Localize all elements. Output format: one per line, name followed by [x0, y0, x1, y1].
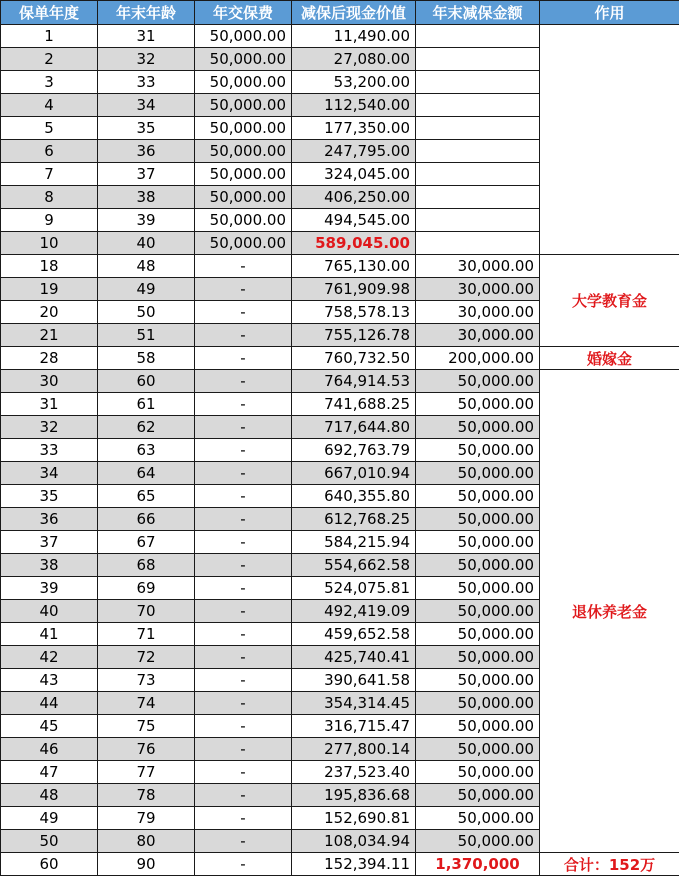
cell-policy-year: 48: [1, 784, 98, 807]
cell-policy-year: 32: [1, 416, 98, 439]
cell-cash-value: 492,419.09: [292, 600, 416, 623]
cell-annual-premium: -: [195, 554, 292, 577]
cell-annual-premium: -: [195, 784, 292, 807]
cell-policy-year: 35: [1, 485, 98, 508]
cell-cash-value: 324,045.00: [292, 163, 416, 186]
cell-policy-year: 42: [1, 646, 98, 669]
cell-withdrawal: 50,000.00: [416, 508, 540, 531]
cell-age: 62: [98, 416, 195, 439]
cell-cash-value: 152,690.81: [292, 807, 416, 830]
cell-policy-year: 41: [1, 623, 98, 646]
cell-cash-value: 108,034.94: [292, 830, 416, 853]
cell-cash-value: 692,763.79: [292, 439, 416, 462]
cell-cash-value: 524,075.81: [292, 577, 416, 600]
cell-withdrawal: [416, 163, 540, 186]
cell-annual-premium: -: [195, 807, 292, 830]
cell-age: 50: [98, 301, 195, 324]
header-row: [1, 1, 679, 25]
cell-age: 64: [98, 462, 195, 485]
cell-policy-year: 3: [1, 71, 98, 94]
cell-withdrawal: 50,000.00: [416, 623, 540, 646]
cell-annual-premium: -: [195, 347, 292, 370]
cell-annual-premium: -: [195, 715, 292, 738]
cell-withdrawal: 50,000.00: [416, 738, 540, 761]
cell-age: 66: [98, 508, 195, 531]
cell-withdrawal: 50,000.00: [416, 439, 540, 462]
cell-policy-year: 46: [1, 738, 98, 761]
cell-cash-value: 247,795.00: [292, 140, 416, 163]
cell-policy-year: 8: [1, 186, 98, 209]
cell-annual-premium: -: [195, 738, 292, 761]
cell-age: 73: [98, 669, 195, 692]
cell-withdrawal: 50,000.00: [416, 600, 540, 623]
cell-policy-year: 50: [1, 830, 98, 853]
cell-withdrawal: 50,000.00: [416, 830, 540, 853]
cell-annual-premium: -: [195, 393, 292, 416]
cell-withdrawal: 50,000.00: [416, 692, 540, 715]
cell-annual-premium: -: [195, 853, 292, 876]
cell-cash-value: 237,523.40: [292, 761, 416, 784]
cell-age: 75: [98, 715, 195, 738]
cell-age: 48: [98, 255, 195, 278]
col-header-cash-value: 减保后现金价值: [292, 1, 416, 25]
table-row: [1, 853, 679, 876]
cell-cash-value: 612,768.25: [292, 508, 416, 531]
cell-age: 78: [98, 784, 195, 807]
cell-policy-year: 44: [1, 692, 98, 715]
cell-policy-year: 33: [1, 439, 98, 462]
cell-withdrawal: 1,370,000: [416, 853, 540, 876]
cell-withdrawal: [416, 71, 540, 94]
cell-withdrawal: 50,000.00: [416, 416, 540, 439]
cell-age: 34: [98, 94, 195, 117]
table-row: [1, 25, 679, 48]
cell-annual-premium: 50,000.00: [195, 209, 292, 232]
cell-cash-value: 554,662.58: [292, 554, 416, 577]
cell-withdrawal: 30,000.00: [416, 255, 540, 278]
cell-cash-value: 195,836.68: [292, 784, 416, 807]
cell-age: 71: [98, 623, 195, 646]
cell-withdrawal: [416, 232, 540, 255]
cell-withdrawal: 50,000.00: [416, 485, 540, 508]
cell-annual-premium: -: [195, 278, 292, 301]
cell-age: 67: [98, 531, 195, 554]
cell-age: 74: [98, 692, 195, 715]
cell-age: 70: [98, 600, 195, 623]
cell-policy-year: 2: [1, 48, 98, 71]
cell-age: 80: [98, 830, 195, 853]
cell-policy-year: 30: [1, 370, 98, 393]
cell-annual-premium: -: [195, 531, 292, 554]
cell-annual-premium: 50,000.00: [195, 163, 292, 186]
cell-age: 31: [98, 25, 195, 48]
cell-annual-premium: -: [195, 623, 292, 646]
cell-age: 51: [98, 324, 195, 347]
cell-annual-premium: 50,000.00: [195, 140, 292, 163]
cell-annual-premium: -: [195, 577, 292, 600]
cell-policy-year: 45: [1, 715, 98, 738]
cell-cash-value: 177,350.00: [292, 117, 416, 140]
cell-policy-year: 37: [1, 531, 98, 554]
cell-policy-year: 6: [1, 140, 98, 163]
cell-annual-premium: -: [195, 669, 292, 692]
cell-age: 77: [98, 761, 195, 784]
cell-cash-value: 741,688.25: [292, 393, 416, 416]
cell-cash-value: 760,732.50: [292, 347, 416, 370]
table-row: [1, 370, 679, 393]
cell-policy-year: 1: [1, 25, 98, 48]
cell-policy-year: 60: [1, 853, 98, 876]
cell-withdrawal: 50,000.00: [416, 784, 540, 807]
cell-age: 60: [98, 370, 195, 393]
cell-annual-premium: -: [195, 370, 292, 393]
cell-withdrawal: 50,000.00: [416, 761, 540, 784]
cell-age: 79: [98, 807, 195, 830]
col-header-purpose: 作用: [540, 1, 679, 25]
cell-policy-year: 5: [1, 117, 98, 140]
cell-withdrawal: 50,000.00: [416, 646, 540, 669]
cell-annual-premium: -: [195, 485, 292, 508]
cell-withdrawal: 50,000.00: [416, 462, 540, 485]
cell-withdrawal: 30,000.00: [416, 278, 540, 301]
cell-withdrawal: 50,000.00: [416, 715, 540, 738]
cell-age: 38: [98, 186, 195, 209]
cell-annual-premium: 50,000.00: [195, 186, 292, 209]
cell-cash-value: 761,909.98: [292, 278, 416, 301]
cell-cash-value: 354,314.45: [292, 692, 416, 715]
cell-cash-value: 765,130.00: [292, 255, 416, 278]
cell-withdrawal: 50,000.00: [416, 554, 540, 577]
cell-annual-premium: -: [195, 646, 292, 669]
cell-annual-premium: 50,000.00: [195, 117, 292, 140]
cell-policy-year: 47: [1, 761, 98, 784]
cell-annual-premium: 50,000.00: [195, 232, 292, 255]
cell-withdrawal: [416, 117, 540, 140]
cell-cash-value: 640,355.80: [292, 485, 416, 508]
cell-policy-year: 34: [1, 462, 98, 485]
cell-purpose: 退休养老金: [540, 370, 679, 853]
cell-withdrawal: 30,000.00: [416, 324, 540, 347]
cell-annual-premium: 50,000.00: [195, 25, 292, 48]
cell-annual-premium: 50,000.00: [195, 71, 292, 94]
cell-annual-premium: -: [195, 761, 292, 784]
cell-cash-value: 112,540.00: [292, 94, 416, 117]
cell-cash-value: 277,800.14: [292, 738, 416, 761]
cell-age: 37: [98, 163, 195, 186]
table-row: [1, 347, 679, 370]
cell-cash-value: 152,394.11: [292, 853, 416, 876]
col-header-annual-premium: 年交保费: [195, 1, 292, 25]
cell-withdrawal: 50,000.00: [416, 370, 540, 393]
cell-purpose: 大学教育金: [540, 255, 679, 347]
cell-cash-value: 316,715.47: [292, 715, 416, 738]
cell-withdrawal: 50,000.00: [416, 669, 540, 692]
cell-age: 32: [98, 48, 195, 71]
cell-annual-premium: -: [195, 416, 292, 439]
cell-policy-year: 9: [1, 209, 98, 232]
cell-policy-year: 38: [1, 554, 98, 577]
cell-annual-premium: -: [195, 830, 292, 853]
cell-cash-value: 584,215.94: [292, 531, 416, 554]
cell-age: 39: [98, 209, 195, 232]
cell-purpose: 合计：152万: [540, 853, 679, 876]
cell-cash-value: 667,010.94: [292, 462, 416, 485]
cell-annual-premium: -: [195, 600, 292, 623]
cell-policy-year: 4: [1, 94, 98, 117]
cell-annual-premium: -: [195, 255, 292, 278]
cell-cash-value: 717,644.80: [292, 416, 416, 439]
cell-policy-year: 20: [1, 301, 98, 324]
cell-annual-premium: -: [195, 301, 292, 324]
cell-withdrawal: [416, 186, 540, 209]
cell-age: 65: [98, 485, 195, 508]
cell-withdrawal: [416, 48, 540, 71]
cell-age: 68: [98, 554, 195, 577]
cell-cash-value: 390,641.58: [292, 669, 416, 692]
cell-age: 90: [98, 853, 195, 876]
cell-policy-year: 36: [1, 508, 98, 531]
cell-cash-value: 425,740.41: [292, 646, 416, 669]
cell-policy-year: 39: [1, 577, 98, 600]
cell-policy-year: 19: [1, 278, 98, 301]
cell-age: 61: [98, 393, 195, 416]
cell-withdrawal: 50,000.00: [416, 531, 540, 554]
cell-cash-value: 11,490.00: [292, 25, 416, 48]
cell-policy-year: 10: [1, 232, 98, 255]
cell-withdrawal: 50,000.00: [416, 577, 540, 600]
cell-policy-year: 21: [1, 324, 98, 347]
col-header-age: 年末年龄: [98, 1, 195, 25]
cell-age: 40: [98, 232, 195, 255]
cell-annual-premium: -: [195, 462, 292, 485]
cell-withdrawal: 30,000.00: [416, 301, 540, 324]
cell-withdrawal: 50,000.00: [416, 807, 540, 830]
cell-age: 58: [98, 347, 195, 370]
table-row: [1, 255, 679, 278]
cell-age: 76: [98, 738, 195, 761]
cell-cash-value: 53,200.00: [292, 71, 416, 94]
cell-policy-year: 18: [1, 255, 98, 278]
cell-cash-value: 758,578.13: [292, 301, 416, 324]
cell-age: 49: [98, 278, 195, 301]
cell-policy-year: 40: [1, 600, 98, 623]
cell-age: 63: [98, 439, 195, 462]
cell-purpose-empty: [540, 25, 679, 255]
cell-cash-value: 755,126.78: [292, 324, 416, 347]
cell-annual-premium: -: [195, 439, 292, 462]
cell-withdrawal: [416, 94, 540, 117]
cell-annual-premium: -: [195, 692, 292, 715]
cell-withdrawal: 200,000.00: [416, 347, 540, 370]
col-header-policy-year: 保单年度: [1, 1, 98, 25]
cell-age: 35: [98, 117, 195, 140]
cell-cash-value: 459,652.58: [292, 623, 416, 646]
cell-age: 69: [98, 577, 195, 600]
cell-policy-year: 31: [1, 393, 98, 416]
cell-annual-premium: -: [195, 324, 292, 347]
cell-age: 36: [98, 140, 195, 163]
cell-policy-year: 43: [1, 669, 98, 692]
cell-purpose: 婚嫁金: [540, 347, 679, 370]
cell-annual-premium: 50,000.00: [195, 48, 292, 71]
cell-withdrawal: [416, 25, 540, 48]
cell-policy-year: 49: [1, 807, 98, 830]
cell-withdrawal: [416, 209, 540, 232]
col-header-withdrawal: 年末减保金额: [416, 1, 540, 25]
cell-policy-year: 7: [1, 163, 98, 186]
cell-policy-year: 28: [1, 347, 98, 370]
cell-withdrawal: 50,000.00: [416, 393, 540, 416]
cell-cash-value: 27,080.00: [292, 48, 416, 71]
cell-annual-premium: 50,000.00: [195, 94, 292, 117]
cell-cash-value: 764,914.53: [292, 370, 416, 393]
cell-age: 72: [98, 646, 195, 669]
cell-withdrawal: [416, 140, 540, 163]
cell-annual-premium: -: [195, 508, 292, 531]
cell-cash-value: 494,545.00: [292, 209, 416, 232]
cell-cash-value: 589,045.00: [292, 232, 416, 255]
cell-cash-value: 406,250.00: [292, 186, 416, 209]
cell-age: 33: [98, 71, 195, 94]
